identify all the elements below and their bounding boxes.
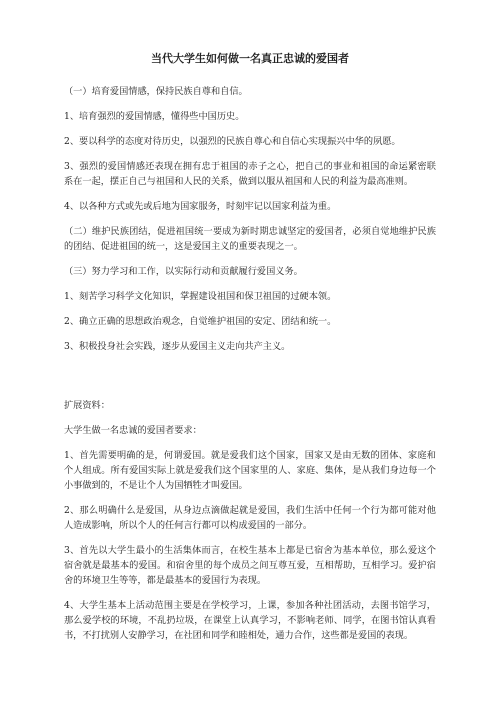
paragraph-section-1-heading: （一）培育爱国情感，保持民族自尊和自信。 [64,86,248,97]
paragraph-1-1: 1、培育强烈的爱国情感，懂得些中国历史。 [64,111,245,122]
paragraph-section-2: （二）维护民族团结，促进祖国统一要成为新时期忠诚坚定的爱国者，必须自觉地维护民族的团结、促进祖国的统一，这是爱国主义的重要表现之一。 [64,226,436,252]
extension-paragraph-3: 3、首先以大学生最小的生活集体而言，在校生基本上都是已宿舍为基本单位，那么爱这个宿舍就是最基本的爱国。和宿舍里的每个成员之间互尊互爱，互相帮助，互相学习。爱护宿舍的环境卫生等等，都是最基本的爱国行为表现。 [64,545,436,586]
paragraph-1-4: 4、以各种方式或先或后地为国家服务，时刻牢记以国家利益为重。 [64,201,337,212]
section-spacer [64,364,436,398]
paragraph-section-3-heading: （三）努力学习和工作，以实际行动和贡献履行爱国义务。 [64,266,303,277]
extension-paragraph-1: 1、首先需要明确的是，何谓爱国。就是爱我们这个国家，国家又是由无数的团体、家庭和个人组成。所有爱国实际上就是爱我们这个国家里的人、家庭、集体，是从我们身边每一个小事做到的，不是让个人为国牺牲才叫爱国。 [64,450,436,491]
extension-paragraph-4: 4、大学生基本上活动范围主要是在学校学习，上课，参加各种社团活动，去图书馆学习，那么爱学校的环境，不乱扔垃圾，在课堂上认真学习，不影响老师、同学，在图书馆认真看书，不打扰别人安静学习，在社团和同学和睦相处，通力合作，这些都是爱国的表现。 [64,600,436,641]
paragraph-1-3: 3、强烈的爱国情感还表现在拥有忠于祖国的赤子之心，把自己的事业和祖国的命运紧密联系在一起，摆正自己与祖国和人民的关系，做到以服从祖国和人民的利益为最高准则。 [64,161,436,187]
paragraph-3-2: 2、确立正确的思想政治观念，自觉维护祖国的安定、团结和统一。 [64,316,337,327]
paragraph-1-2: 2、要以科学的态度对待历史，以强烈的民族自尊心和自信心实现振兴中华的夙愿。 [64,136,401,147]
extension-paragraph-2: 2、那么明确什么是爱国，从身边点滴做起就是爱国，我们生活中任何一个行为都可能对他人造成影响，所以个人的任何言行都可以构成爱国的一部分。 [64,505,436,531]
document-title: 当代大学生如何做一名真正忠诚的爱国者 [151,52,349,65]
extension-subheading: 大学生做一名忠诚的爱国者要求： [64,425,202,436]
paragraph-3-1: 1、刻苦学习科学文化知识，掌握建设祖国和保卫祖国的过硬本领。 [64,291,337,302]
extension-heading: 扩展资料： [64,400,110,411]
paragraph-3-3: 3、积极投身社会实践，逐步从爱国主义走向共产主义。 [64,341,291,352]
